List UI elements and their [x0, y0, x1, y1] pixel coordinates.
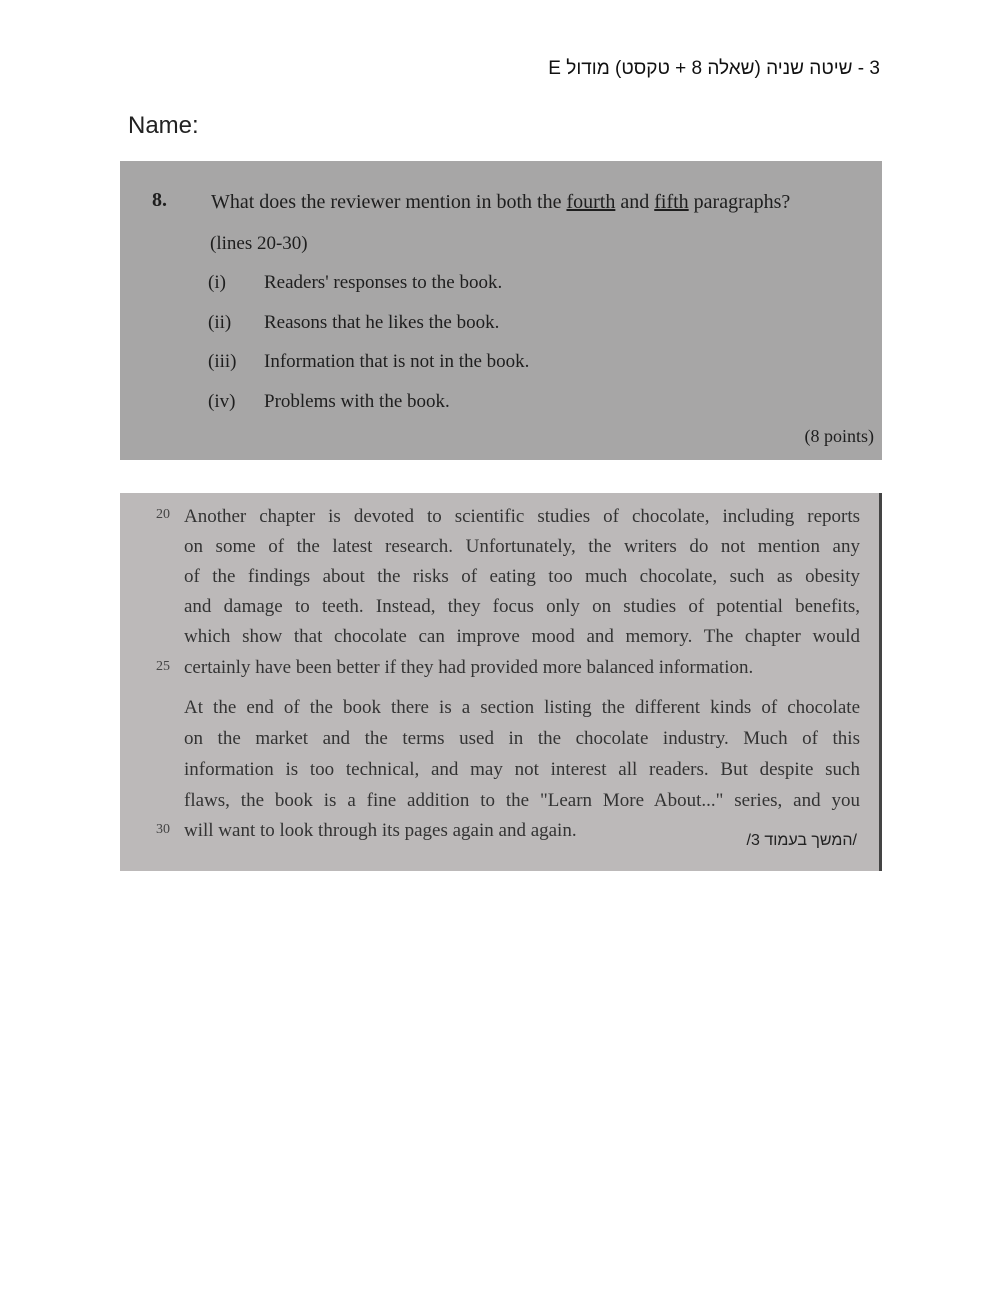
question-text-before: What does the reviewer mention in both the [211, 191, 567, 213]
line-number-30: 30 [156, 822, 170, 837]
passage-line: which show that chocolate can improve mood and memory. The chapter would [184, 626, 860, 647]
passage-line: Another chapter is devoted to scientific studies of chocolate, including reports [184, 506, 860, 527]
question-lines-reference: (lines 20-30) [210, 233, 308, 254]
question-text-middle: and [615, 191, 655, 213]
option-text: Information that is not in the book. [264, 351, 530, 372]
option-i[interactable] [208, 272, 502, 294]
question-text [211, 191, 790, 214]
option-text: Readers' responses to the book. [264, 272, 503, 293]
option-number: (i) [208, 272, 226, 293]
passage-line: on the market and the terms used in the chocolate industry. Much of this [184, 728, 860, 749]
option-ii[interactable] [208, 312, 499, 334]
option-text: Problems with the book. [264, 391, 450, 412]
line-number-25: 25 [156, 659, 170, 674]
passage-line: on some of the latest research. Unfortunately, the writers do not mention any [184, 536, 860, 557]
question-underline-fourth: fourth [566, 191, 616, 213]
line-number-20: 20 [156, 507, 170, 522]
points-label: (8 points) [804, 426, 874, 446]
name-label: Name: [128, 112, 199, 139]
question-text-after: paragraphs? [688, 191, 791, 213]
passage-line: flaws, the book is a fine addition to the "Learn More About..." series, and you [184, 790, 860, 811]
passage-line: certainly have been better if they had provided more balanced information. [184, 657, 754, 678]
question-panel [120, 161, 882, 460]
passage-panel [120, 493, 882, 871]
option-number: (ii) [208, 312, 232, 333]
question-number: 8. [152, 189, 167, 211]
passage-line: At the end of the book there is a section listing the different kinds of chocolate [184, 697, 860, 718]
passage-line: will want to look through its pages again and again. [184, 820, 577, 841]
option-number: (iv) [208, 391, 236, 412]
passage-line: information is too technical, and may not interest all readers. But despite such [184, 759, 860, 780]
passage-line: and damage to teeth. Instead, they focus only on studies of potential benefits, [184, 596, 860, 617]
option-iii[interactable] [208, 351, 529, 373]
question-underline-fifth: fifth [654, 191, 689, 213]
continue-note: /המשך בעמוד 3/ [746, 832, 857, 849]
option-text: Reasons that he likes the book. [264, 312, 500, 333]
option-iv[interactable] [208, 391, 450, 413]
option-number: (iii) [208, 351, 237, 372]
passage-line: of the findings about the risks of eating too much chocolate, such as obesity [184, 566, 860, 587]
page-header-title: 3 - שיטה שניה (שאלה 8 + טקסט) מודול E [548, 58, 880, 79]
